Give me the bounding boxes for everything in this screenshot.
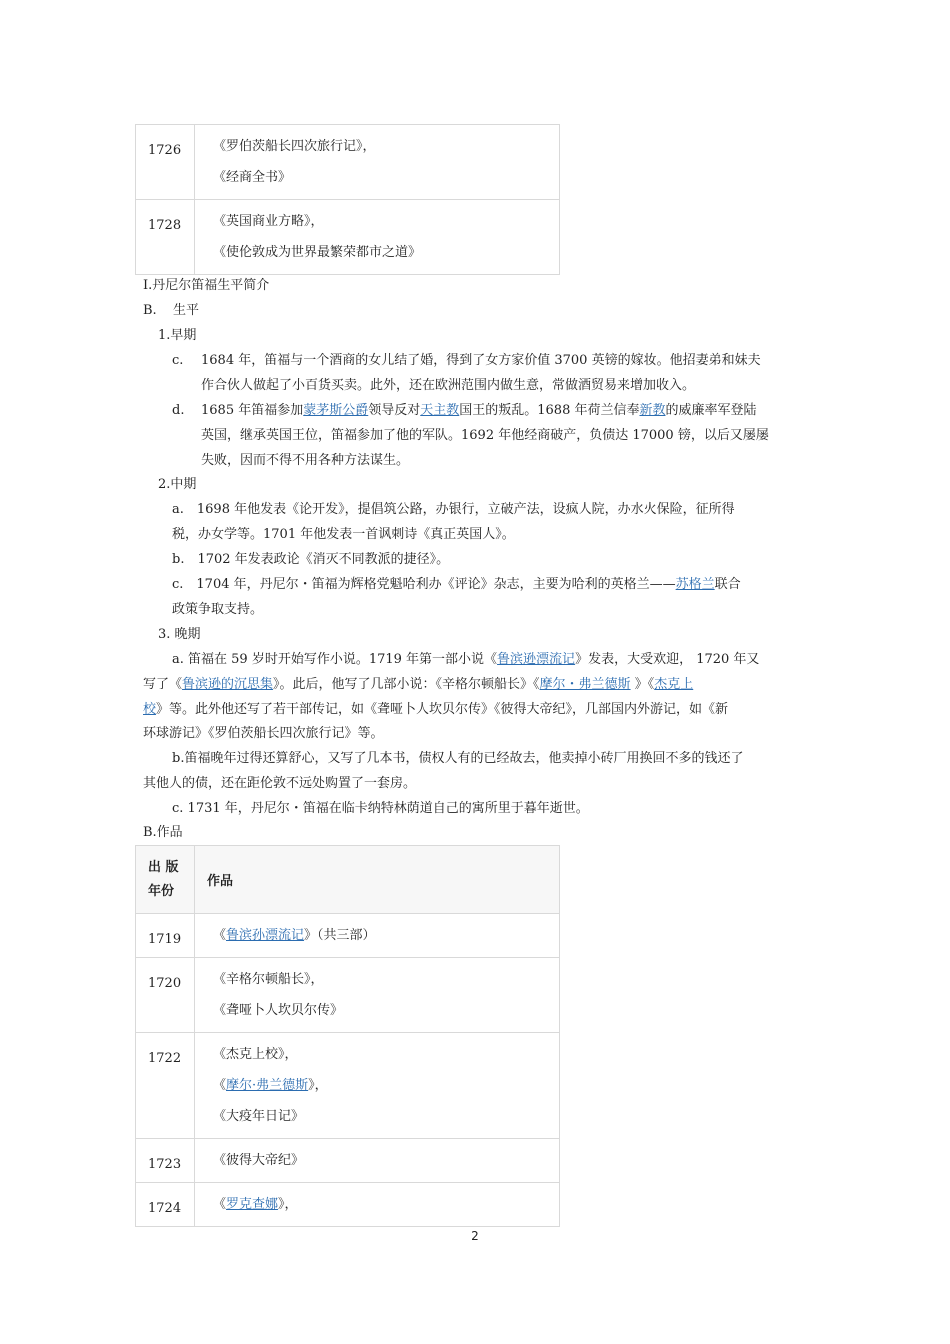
- table-row: [136, 958, 560, 1033]
- works-table: [135, 845, 560, 1227]
- link-protestantism[interactable]: 新教: [639, 403, 666, 418]
- header-year: [136, 846, 195, 914]
- works-cell: [195, 1183, 560, 1227]
- works-cell: [195, 1139, 560, 1183]
- table-row: [136, 914, 560, 958]
- work-title: 《聋哑卜人坎贝尔传》: [213, 1003, 344, 1018]
- work-title: [213, 1076, 559, 1107]
- text-span: 的威廉率军登陆: [665, 403, 757, 418]
- works-cell: [195, 125, 560, 200]
- late-period-heading: 3. 晚期: [158, 627, 201, 642]
- page-number: 2: [471, 1229, 479, 1243]
- late-item-b-line: b.笛福晚年过得还算舒心，又写了几本书，债权人有的已经故去，他卖掉小砖厂用换回不多的钱还了: [172, 751, 744, 766]
- link-duke-of-monmouth[interactable]: 蒙茅斯公爵: [303, 403, 369, 418]
- link-colonel-jack[interactable]: 杰克上: [654, 677, 694, 692]
- work-title: [213, 926, 559, 957]
- link-moll-flanders[interactable]: 摩尔・弗兰德斯: [539, 677, 631, 692]
- work-title: 《彼得大帝纪》: [213, 1153, 305, 1168]
- header-year-line: 出 版: [148, 860, 179, 875]
- table-row: [136, 125, 560, 200]
- text-span: 》，: [278, 1197, 298, 1212]
- text-span: 1685 年笛福参加: [201, 403, 304, 418]
- header-year-line: 年份: [148, 884, 175, 899]
- works-cell: [195, 958, 560, 1033]
- work-title: 《英国商业方略》，: [213, 214, 324, 229]
- middle-item-a-line: 税，办女学等。1701 年他发表一首讽刺诗《真正英国人》。: [172, 527, 515, 542]
- table-row: [136, 1183, 560, 1227]
- early-item-c-line: 作合伙人做起了小百货买卖。此外，还在欧洲范围内做生意，常做酒贸易来增加收入。: [201, 378, 696, 393]
- text-span: c. 1704 年，丹尼尔・笛福为辉格党魁哈利办《评论》杂志，主要为哈利的英格兰——: [172, 577, 676, 592]
- works-cell: [195, 1033, 560, 1139]
- work-title: 《经商全书》: [213, 170, 292, 185]
- link-scotland[interactable]: 苏格兰: [675, 577, 715, 592]
- text-span: 领导反对: [368, 403, 421, 418]
- year-cell: 1724: [136, 1183, 195, 1227]
- year-cell: 1723: [136, 1139, 195, 1183]
- works-cell: [195, 200, 560, 275]
- link-colonel-jack-cont[interactable]: 校: [143, 702, 157, 717]
- late-item-a-line: 环球游记》《罗伯茨船长四次旅行记》等。: [143, 726, 384, 741]
- works-table-continued: [135, 124, 560, 275]
- early-item-d-line: 英国，继承英国王位，笛福参加了他的军队。1692 年他经商破产，负债达 17000 镑，以后又屡屡: [201, 428, 769, 443]
- section-heading-works: B.作品: [143, 825, 183, 840]
- work-title: 《使伦敦成为世界最繁荣都市之道》: [213, 245, 422, 260]
- work-title: 《杰克上校》，: [213, 1047, 298, 1062]
- link-robinson-crusoe-table[interactable]: 鲁滨孙漂流记: [226, 928, 305, 943]
- table-row: [136, 200, 560, 275]
- text-span: 《: [213, 928, 227, 943]
- text-span: 《: [213, 1078, 227, 1093]
- middle-item-c-line: 政策争取支持。: [172, 602, 264, 617]
- link-moll-flanders-table[interactable]: 摩尔·弗兰德斯: [226, 1078, 309, 1093]
- table-row: [136, 1139, 560, 1183]
- list-marker: c.: [172, 353, 184, 368]
- text-span: 》《: [630, 677, 655, 692]
- work-title: 《罗伯茨船长四次旅行记》，: [213, 139, 376, 154]
- table-row: [136, 1033, 560, 1139]
- middle-item-c-line: [172, 575, 741, 595]
- link-catholicism[interactable]: 天主教: [420, 403, 460, 418]
- text-span: 》发表，大受欢迎， 1720 年又: [575, 652, 760, 667]
- text-span: 《: [213, 1197, 227, 1212]
- year-cell: 1728: [136, 200, 195, 275]
- middle-item-a-line: a. 1698 年他发表《论开发》，提倡筑公路，办银行，立破产法，设疯人院，办水火保险，征所得: [172, 502, 735, 517]
- year-cell: 1726: [136, 125, 195, 200]
- list-marker: d.: [172, 403, 185, 418]
- text-span: 》（共三部）: [304, 928, 376, 943]
- late-item-c-line: c. 1731 年，丹尼尔・笛福在临卡纳特林荫道自己的寓所里于暮年逝世。: [172, 801, 589, 816]
- year-cell: 1722: [136, 1033, 195, 1139]
- early-item-d-line: [201, 401, 757, 421]
- work-title: 《辛格尔顿船长》，: [213, 972, 324, 987]
- text-span: 》，: [308, 1078, 328, 1093]
- work-title: [213, 1195, 559, 1226]
- late-item-a-line: [143, 675, 693, 695]
- early-period-heading: 1.早期: [158, 328, 197, 343]
- text-span: a. 笛福在 59 岁时开始写作小说。1719 年第一部小说《: [172, 652, 498, 667]
- section-heading-life-letter: B.: [143, 303, 157, 318]
- text-span: 》等。此外他还写了若干部传记，如《聋哑卜人坎贝尔传》《彼得大帝纪》，几部国内外游记，如《新: [156, 702, 729, 717]
- year-cell: 1720: [136, 958, 195, 1033]
- text-span: 联合: [714, 577, 741, 592]
- middle-period-heading: 2.中期: [158, 477, 197, 492]
- early-item-c-line: 1684 年，笛福与一个酒商的女儿结了婚，得到了女方家价值 3700 英镑的嫁妆。他招妻弟和妹夫: [201, 353, 761, 368]
- link-roxana-table[interactable]: 罗克查娜: [226, 1197, 279, 1212]
- year-cell: 1719: [136, 914, 195, 958]
- late-item-b-line: 其他人的债，还在距伦敦不远处购置了一套房。: [143, 776, 417, 791]
- section-heading-life: 生平: [173, 303, 200, 318]
- late-item-a-line: [172, 650, 759, 670]
- text-span: 》。此后，他写了几部小说：《辛格尔顿船长》《: [273, 677, 540, 692]
- works-cell: [195, 914, 560, 958]
- work-title: 《大疫年日记》: [213, 1109, 305, 1124]
- early-item-d-line: 失败，因而不得不用各种方法谋生。: [201, 453, 410, 468]
- section-heading-intro: I.丹尼尔笛福生平简介: [143, 278, 270, 293]
- header-works: 作品: [195, 846, 560, 914]
- link-robinson-crusoe[interactable]: 鲁滨逊漂流记: [497, 652, 576, 667]
- middle-item-b-line: b. 1702 年发表政论《消灭不同教派的捷径》。: [172, 552, 450, 567]
- text-span: 写了《: [143, 677, 183, 692]
- link-serious-reflections[interactable]: 鲁滨逊的沉思集: [182, 677, 274, 692]
- table-header-row: [136, 846, 560, 914]
- text-span: 国王的叛乱。1688 年荷兰信奉: [459, 403, 640, 418]
- late-item-a-line: [143, 700, 728, 720]
